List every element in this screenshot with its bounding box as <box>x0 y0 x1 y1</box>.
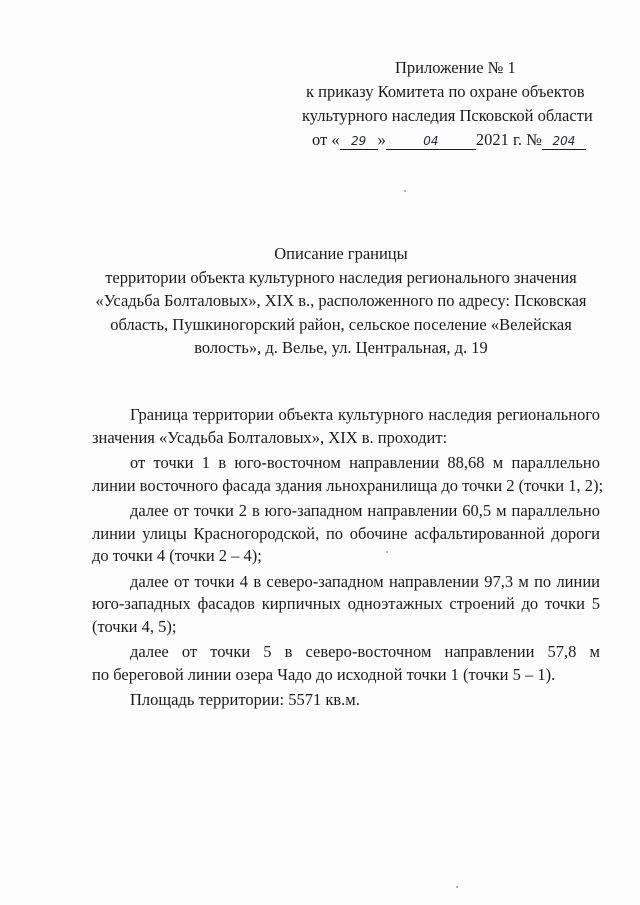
scan-speck <box>386 551 388 553</box>
scan-speck <box>456 886 458 888</box>
date-year: 2021 г. № <box>475 130 542 149</box>
paragraph-intro <box>92 404 600 449</box>
paragraph-line: по береговой линии озера Чадо до исходной точки 1 (точки 5 – 1). <box>92 664 556 684</box>
paragraph-line: далее от точки 5 в северо-восточном направлении 57,8 м <box>130 642 600 661</box>
paragraph-line: юго-западных фасадов кирпичных одноэтажных строений до точки 5 <box>92 594 600 613</box>
appendix-header <box>300 56 600 152</box>
handwritten-order-number: 204 <box>542 133 586 150</box>
paragraph-segment-3 <box>92 571 600 639</box>
paragraph-line: Граница территории объекта культурного наследия регионального <box>130 405 600 424</box>
paragraph-line: линии улицы Красногородской, по обочине асфальтированной дороги <box>92 523 600 543</box>
title-line-1: Описание границы <box>274 244 408 263</box>
date-prefix: от « <box>312 130 340 149</box>
handwritten-day: 29 <box>340 133 378 150</box>
paragraph-line: (точки 4, 5); <box>92 616 177 636</box>
paragraph-area <box>92 689 600 712</box>
committee-name: культурного наследия Псковской области <box>302 106 593 125</box>
paragraph-line: до точки 4 (точки 2 – 4); <box>92 546 262 565</box>
order-reference: к приказу Комитета по охране объектов <box>306 82 585 101</box>
date-mid: » <box>377 130 386 149</box>
paragraph-line: от точки 1 в юго-восточном направлении 88,68 м параллельно <box>130 453 600 472</box>
boundary-description <box>92 404 604 712</box>
territory-area: Площадь территории: 5571 кв.м. <box>130 690 360 709</box>
paragraph-segment-1 <box>92 452 604 497</box>
scan-speck <box>404 190 406 192</box>
paragraph-line: линии восточного фасада здания льнохранилища до точки 2 (точки 1, 2); <box>92 475 604 495</box>
paragraph-segment-4 <box>92 641 600 686</box>
title-line-2: территории объекта культурного наследия регионального значения <box>105 267 577 287</box>
order-date-line <box>300 128 600 152</box>
paragraph-line: значения «Усадьба Болталовых», XIX в. проходит: <box>92 427 448 447</box>
handwritten-month: 04 <box>386 133 476 150</box>
paragraph-segment-2 <box>92 500 600 568</box>
paragraph-line: далее от точки 4 в северо-западном направлении 97,3 м по линии <box>130 571 600 591</box>
document-title <box>88 242 594 360</box>
title-line-5: волость», д. Велье, ул. Центральная, д. 19 <box>194 338 488 357</box>
appendix-number: Приложение № 1 <box>395 58 516 77</box>
paragraph-line: далее от точки 2 в юго-западном направлении 60,5 м параллельно <box>130 501 600 520</box>
title-line-3: «Усадьба Болталовых», XIX в., расположенного по адресу: Псковская <box>95 291 587 310</box>
title-line-4: область, Пушкиногорский район, сельское поселение «Велейская <box>110 314 572 334</box>
